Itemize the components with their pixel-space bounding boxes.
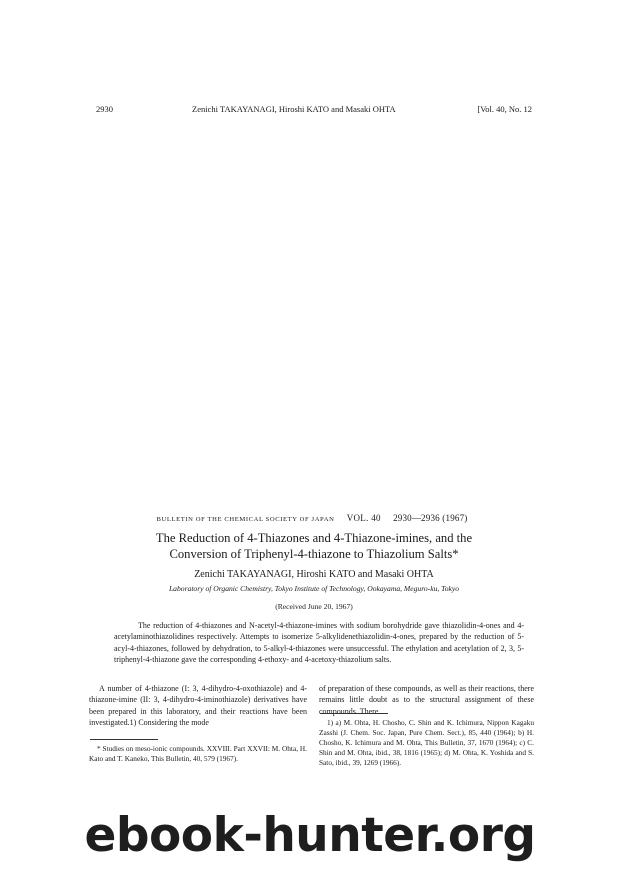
journal-pages-year: 2930—2936 (1967) [393, 513, 468, 523]
body-left-column: A number of 4-thiazone (I: 3, 4-dihydro-4-oxothiazole) and 4-thiazone-imine (II: 3, 4-dihydro-4-iminothiazole) derivatives have been prepared in this laboratory, and their reactions have been investigated.1) Considering the mode [89, 684, 307, 728]
running-head-volume: [Vol. 40, No. 12 [477, 104, 532, 114]
watermark: ebook-hunter.org [84, 808, 536, 863]
abstract: The reduction of 4-thiazones and N-acetyl-4-thiazone-imines with sodium borohydride gave thiazolidin-4-ones and 4-acetylaminothiazolidines respectively. Attempts to isomerize 5-alkylidenethiazolidin-4-ones, prepared by the reduction of 5-acyl-4-thiazones, followed by dehydration, to 5-alkyl-4-thiazones were unsuccessful. The ethylation and acetylation of 2, 3, 5-triphenyl-4-thiazone gave the corresponding 4-ethoxy- and 4-acetoxy-thiazolium salts. [114, 621, 524, 665]
running-head-page-number: 2930 [96, 104, 113, 114]
received-date: (Received June 20, 1967) [275, 602, 353, 611]
journal-name: BULLETIN OF THE CHEMICAL SOCIETY OF JAPAN [156, 516, 335, 523]
footnote-divider-right [320, 713, 388, 714]
article-affiliation: Laboratory of Organic Chemistry, Tokyo Institute of Technology, Ookayama, Meguro-ku, Tokyo [168, 584, 460, 593]
body-right-column: of preparation of these compounds, as well as their reactions, there remains little doubt as to the structural assignment of these compounds. There [319, 684, 534, 716]
article-title [96, 530, 532, 562]
footnote-left: * Studies on meso-ionic compounds. XXVIII. Part XXVII: M. Ohta, H. Kato and T. Kaneko, This Bulletin, 40, 579 (1967). [89, 744, 307, 763]
running-head-authors: Zenichi TAKAYANAGI, Hiroshi KATO and Masaki OHTA [192, 104, 396, 114]
article-title-line-2: Conversion of Triphenyl-4-thiazone to Thiazolium Salts* [169, 547, 459, 561]
running-head [96, 104, 532, 118]
journal-volume: VOL. 40 [346, 513, 381, 523]
footnote-right: 1) a) M. Ohta, H. Chosho, C. Shin and K. Ichimura, Nippon Kagaku Zasshi (J. Chem. Soc. Japan, Pure Chem. Sect.), 85, 440 (1964); b) H. Chosho, K. Ichimura and M. Ohta, This Bulletin, 37, 1670 (1964); c) C. Shin and M. Ohta, ibid., 38, 1816 (1965); d) M. Ohta, K. Yoshida and S. Sato, ibid., 39, 1269 (1966). [319, 718, 534, 767]
footnote-divider-left [90, 739, 158, 740]
article-authors: Zenichi TAKAYANAGI, Hiroshi KATO and Masaki OHTA [194, 569, 434, 580]
article-title-line-1: The Reduction of 4-Thiazones and 4-Thiazone-imines, and the [155, 531, 473, 545]
journal-header [92, 513, 532, 523]
